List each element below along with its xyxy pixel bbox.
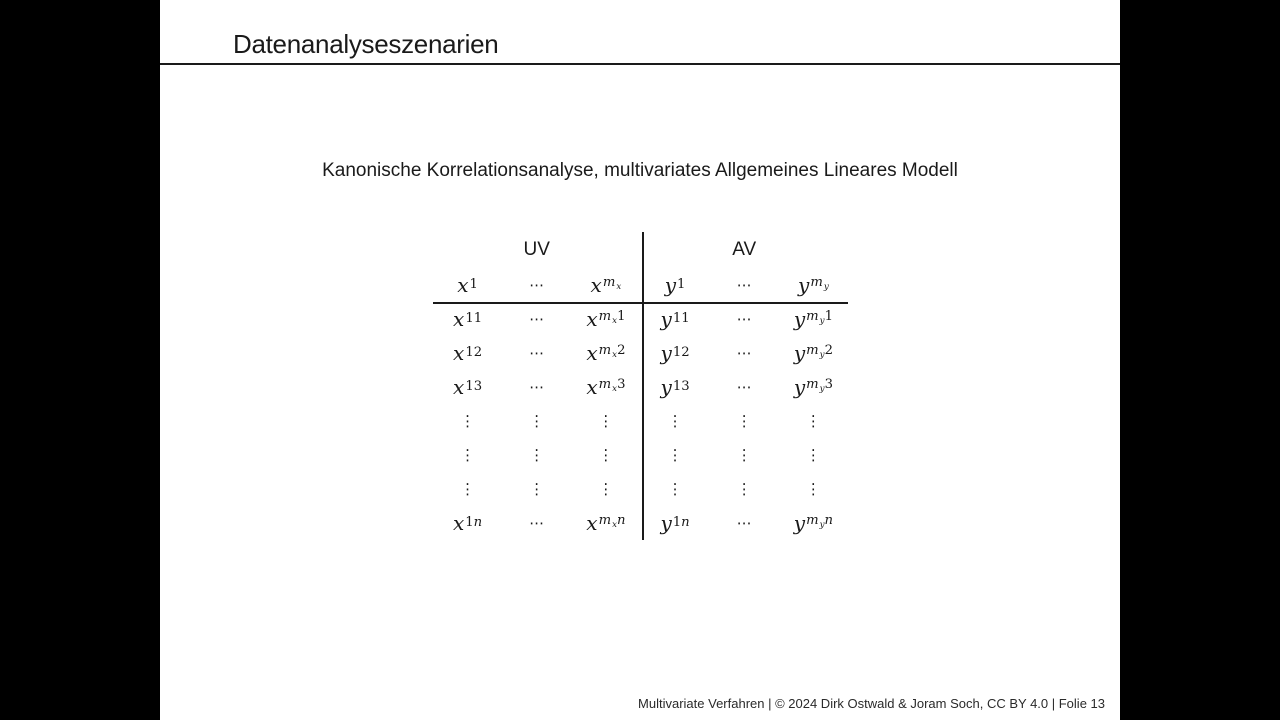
vdots-cell: ⋮: [460, 445, 476, 464]
group-header-uv: UV: [523, 239, 550, 260]
vdots-cell: ⋮: [667, 479, 683, 498]
slide-footer: Multivariate Verfahren | © 2024 Dirk Ostwald & Joram Soch, CC BY 4.0 | Folie 13: [638, 696, 1105, 711]
column-header-cell: x 1: [457, 273, 478, 297]
table-cell: y 11: [660, 307, 690, 331]
table-cell: x $m_x3$: [586, 375, 626, 399]
cdots-cell: ⋯: [529, 275, 545, 294]
vdots-cell: ⋮: [805, 411, 821, 430]
cdots-cell: ⋯: [529, 343, 545, 362]
cdots-cell: ⋯: [736, 309, 752, 328]
table-cell: y $m_yn$: [793, 511, 834, 535]
cdots-cell: ⋯: [736, 513, 752, 532]
slide-subtitle: Kanonische Korrelationsanalyse, multivariates Allgemeines Lineares Modell: [322, 160, 958, 181]
vdots-cell: ⋮: [805, 445, 821, 464]
table-cell: x 12: [453, 341, 483, 365]
column-header-cell: x $m_x$: [590, 273, 622, 297]
table-cell: y 12: [660, 341, 690, 365]
vdots-cell: ⋮: [529, 445, 545, 464]
vdots-cell: ⋮: [667, 445, 683, 464]
vdots-cell: ⋮: [736, 479, 752, 498]
title-divider: [160, 63, 1120, 65]
vdots-cell: ⋮: [736, 411, 752, 430]
cdots-cell: ⋯: [529, 513, 545, 532]
vdots-cell: ⋮: [460, 479, 476, 498]
letterbox-right: [1120, 0, 1280, 720]
vdots-cell: ⋮: [460, 411, 476, 430]
letterbox-left: [0, 0, 160, 720]
slide-title: Datenanalyseszenarien: [233, 29, 499, 59]
group-header-av: AV: [732, 239, 757, 260]
table-header-rule: [433, 302, 848, 304]
cdots-cell: ⋯: [736, 377, 752, 396]
table-cell: x $m_x2$: [586, 341, 626, 365]
table-cell: x 11: [453, 307, 483, 331]
table-cell: x 1n: [452, 511, 483, 535]
table-cell: y 13: [660, 375, 690, 399]
column-header-cell: y 1: [664, 273, 686, 297]
vdots-cell: ⋮: [667, 411, 683, 430]
table-cell: x $m_x1$: [586, 307, 626, 331]
vdots-cell: ⋮: [529, 479, 545, 498]
table-cell: x $m_xn$: [586, 511, 626, 535]
table-cell: x 13: [453, 375, 483, 399]
table-vertical-divider: [642, 232, 644, 540]
cdots-cell: ⋯: [529, 377, 545, 396]
vdots-cell: ⋮: [736, 445, 752, 464]
table-cell: y 1n: [660, 511, 690, 535]
slide: [160, 0, 1120, 720]
cdots-cell: ⋯: [529, 309, 545, 328]
table-grid: [433, 232, 848, 540]
cdots-cell: ⋯: [736, 275, 752, 294]
vdots-cell: ⋮: [805, 479, 821, 498]
table-cell: y $m_y3$: [793, 375, 833, 399]
vdots-cell: ⋮: [598, 411, 614, 430]
vdots-cell: ⋮: [529, 411, 545, 430]
table-cell: y $m_y1$: [793, 307, 833, 331]
vdots-cell: ⋮: [598, 479, 614, 498]
column-header-cell: y $m_y$: [798, 273, 829, 297]
cdots-cell: ⋯: [736, 343, 752, 362]
vdots-cell: ⋮: [598, 445, 614, 464]
table-cell: y $m_y2$: [793, 341, 833, 365]
